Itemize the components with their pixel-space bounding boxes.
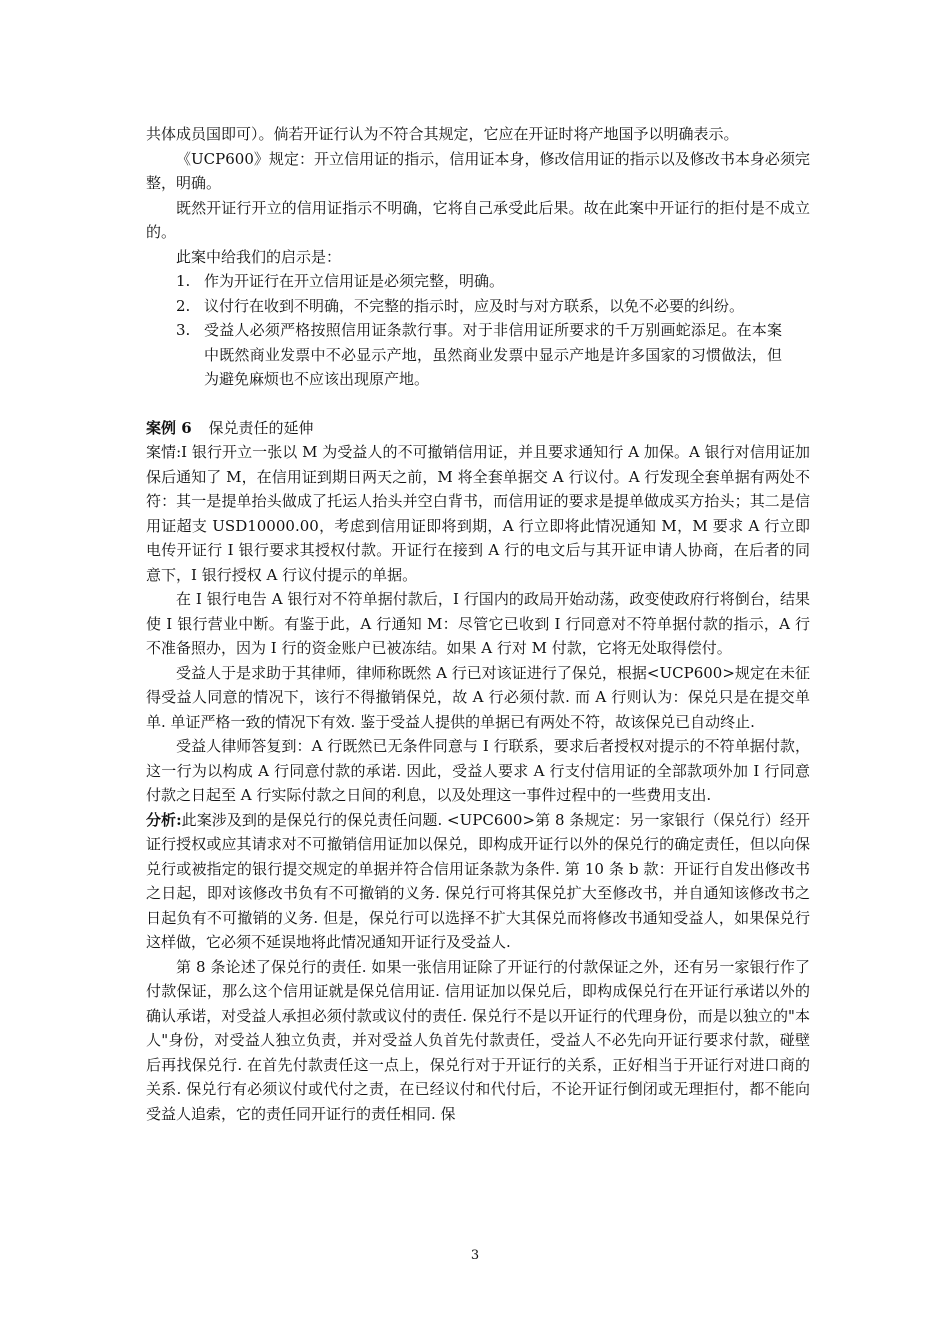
lessons-list — [146, 269, 810, 392]
document-body — [146, 122, 810, 1126]
paragraph: 在 I 银行电告 A 银行对不符单据付款后，I 行国内的政局开始动荡，政变使政府行将倒台，结果使 I 银行营业中断。有鉴于此，A 行通知 M：尽管它已收到 I 行同意对不符单据付款的指示，A 行不准备照办，因为 I 行的资金账户已被冻结。如果 A 行对 M 付款，它将无处取得偿付。 — [146, 590, 810, 657]
paragraph: 受益人于是求助于其律师，律师称既然 A 行已对该证进行了保兑，根据<UCP600>规定在未征得受益人同意的情况下，该行不得撤销保兑，故 A 行必须付款. 而 A 行则认为：保兑只是在提交单单. 单证严格一致的情况下有效. 鉴于受益人提供的单据已有两处不符，故该保兑已自动终止. — [146, 663, 810, 731]
paragraph: 第 8 条论述了保兑行的责任. 如果一张信用证除了开证行的付款保证之外，还有另一家银行作了付款保证，那么这个信用证就是保兑信用证. 信用证加以保兑后，即构成保兑行在开证行承诺以外的确认承诺，对受益人承担必须付款或议付的责任. 保兑行不是以开证行的代理身份，而是以独立的"本人"身份，对受益人独立负责，并对受益人负首先付款责任，受益人不必先向开证行要求付款，碰壁后再找保兑行. 在首先付款责任这一点上，保兑行对于开证行的关系，正好相当于开证行对进口商的关系. 保兑行有必须议付或代付之责，在已经议付和代付后，不论开证行倒闭或无理拒付，都不能向受益人追索，它的责任同开证行的责任相同. 保 — [146, 957, 810, 1123]
facts-text: I 银行开立一张以 M 为受益人的不可撤销信用证，并且要求通知行 A 加保。A 银行对信用证加保后通知了 M，在信用证到期日两天之前，M 将全套单据交 A 行议付。A 行发现全套单据有两处不符：其一是提单抬头做成了托运人抬头并空白背书，而信用证的要求是提单做成买方抬头；其二是信用证超支 USD10000.00，考虑到信用证即将到期，A 行立即将此情况通知 M，M 要求 A 行立即电传开证行 I 银行要求其授权付款。开证行在接到 A 行的电文后与其开证申请人协商，在后者的同意下，I 银行授权 A 行议付提示的单据。 — [146, 443, 811, 584]
list-item — [146, 318, 810, 392]
paragraph: 此案中给我们的启示是： — [176, 247, 342, 266]
analysis-text: 此案涉及到的是保兑行的保兑责任问题. <UPC600>第 8 条规定：另一家银行（保兑行）经开证行授权或应其请求对不可撤销信用证加以保兑，即构成开证行以外的保兑行的确定责任，但以向保兑行或被指定的银行提交规定的单据并符合信用证条款为条件. 第 10 条 b 款：开证行自发出修改书之日起，即对该修改书负有不可撤销的义务. 保兑行可将其保兑扩大至修改书，并自通知该修改书之日起负有不可撤销的义务. 但是，保兑行可以选择不扩大其保兑而将修改书通知受益人，如果保兑行这样做，它必须不延误地将此情况通知开证行及受益人. — [146, 810, 810, 951]
paragraph: 《UCP600》规定：开立信用证的指示，信用证本身，修改信用证的指示以及修改书本身必须完整，明确。 — [146, 149, 810, 192]
list-item-text: 受益人必须严格按照信用证条款行事。对于非信用证所要求的千万别画蛇添足。在本案中既然商业发票中不必显示产地，虽然商业发票中显示产地是许多国家的习惯做法，但为避免麻烦也不应该出现原产地。 — [204, 321, 782, 388]
page-number: 3 — [470, 1248, 480, 1263]
facts-label: 案情: — [146, 443, 182, 461]
list-item-number: 3. — [176, 321, 191, 339]
analysis-label: 分析: — [146, 810, 182, 829]
paragraph: 共体成员国即可）。倘若开证行认为不符合其规定，它应在开证时将产地国予以明确表示。 — [146, 125, 739, 143]
paragraph: 既然开证行开立的信用证指示不明确，它将自己承受此后果。故在此案中开证行的拒付是不成立的。 — [146, 198, 810, 241]
list-item-number: 2. — [176, 296, 191, 315]
list-item — [146, 294, 810, 319]
paragraph — [146, 808, 810, 955]
case-heading — [146, 416, 810, 441]
case-label: 案例 6 — [146, 418, 192, 437]
paragraph: 受益人律师答复到：A 行既然已无条件同意与 I 行联系，要求后者授权对提示的不符单据付款，这一行为以构成 A 行同意付款的承诺. 因此，受益人要求 A 行支付信用证的全部款项外加 I 行同意付款之日起至 A 行实际付款之日间的利息，以及处理这一事件过程中的一些费用支出. — [146, 737, 810, 804]
list-item — [146, 269, 810, 294]
case-title: 保兑责任的延伸 — [208, 418, 314, 437]
list-item-text: 议付行在收到不明确，不完整的指示时，应及时与对方联系，以免不必要的纠纷。 — [204, 296, 745, 315]
list-item-number: 1. — [176, 272, 191, 290]
list-item-text: 作为开证行在开立信用证是必须完整，明确。 — [204, 272, 505, 290]
paragraph — [146, 440, 810, 587]
